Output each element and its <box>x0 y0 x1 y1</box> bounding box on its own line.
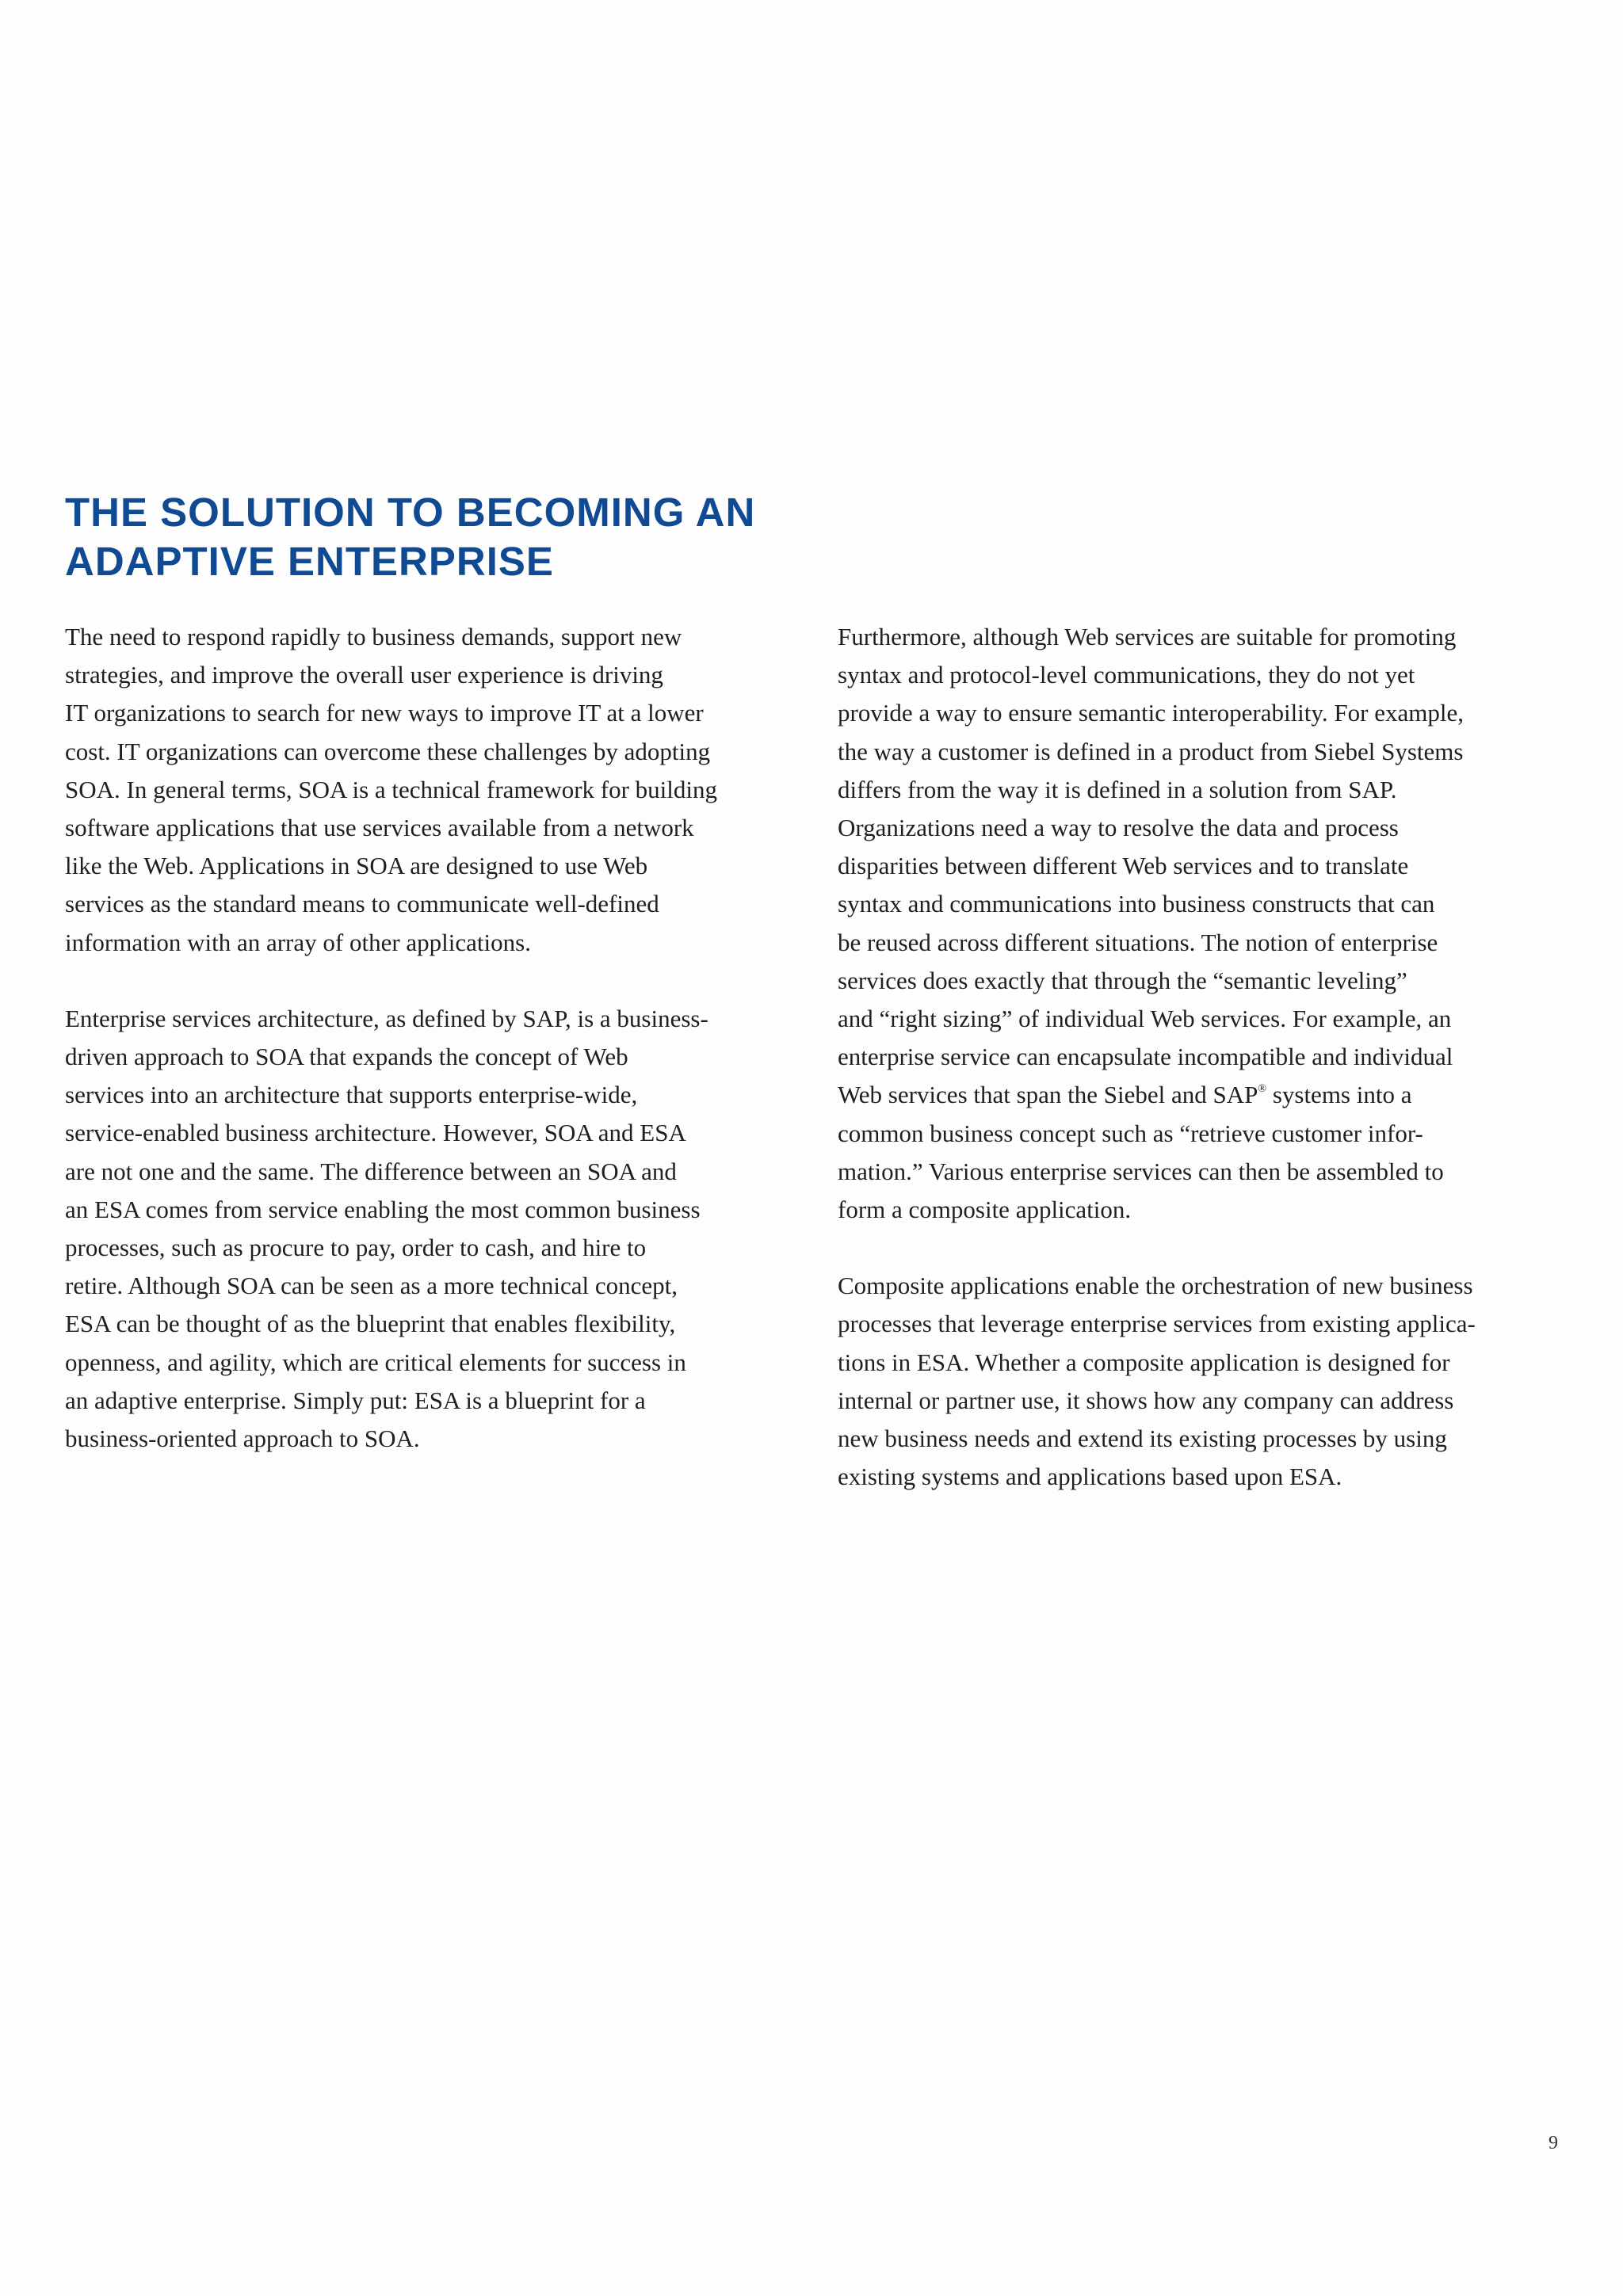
text-line: and “right sizing” of individual Web services. For example, an <box>838 1005 1452 1033</box>
text-line: services as the standard means to communicate well-defined <box>65 890 659 918</box>
text-line: IT organizations to search for new ways to improve IT at a lower <box>65 699 704 727</box>
text-line: business-oriented approach to SOA. <box>65 1425 420 1453</box>
text-line: the way a customer is defined in a product from Siebel Systems <box>838 737 1464 765</box>
text-line: syntax and communications into business constructs that can <box>838 890 1435 918</box>
paragraph-composite-applications <box>838 1267 1598 1496</box>
text-line: software applications that use services available from a network <box>65 814 694 842</box>
text-line: Organizations need a way to resolve the data and process <box>838 814 1399 842</box>
paragraph-esa-definition <box>65 1000 826 1458</box>
text-line: processes, such as procure to pay, order to cash, and hire to <box>65 1234 647 1262</box>
text-line: mation.” Various enterprise services can then be assembled to <box>838 1157 1444 1185</box>
text-line: cost. IT organizations can overcome these challenges by adopting <box>65 737 711 765</box>
text-line: existing systems and applications based upon ESA. <box>838 1463 1342 1491</box>
paragraph-intro <box>65 618 826 962</box>
text-line: services does exactly that through the “semantic leveling” <box>838 966 1407 994</box>
text-line: The need to respond rapidly to business demands, support new <box>65 623 682 650</box>
text-line: an adaptive enterprise. Simply put: ESA is a blueprint for a <box>65 1386 646 1414</box>
text-line: strategies, and improve the overall user experience is driving <box>65 661 663 689</box>
text-line: common business concept such as “retrieve customer infor- <box>838 1119 1423 1147</box>
text-line: tions in ESA. Whether a composite application is designed for <box>838 1348 1450 1376</box>
text-segment: Web services that span the Siebel and SAP <box>838 1081 1258 1109</box>
text-line: service-enabled business architecture. However, SOA and ESA <box>65 1119 686 1147</box>
text-line: information with an array of other applications. <box>65 928 531 956</box>
text-line: syntax and protocol-level communications, they do not yet <box>838 661 1415 689</box>
heading-line: ADAPTIVE ENTERPRISE <box>65 539 554 584</box>
text-line: services into an architecture that supports enterprise-wide, <box>65 1081 638 1109</box>
text-line: Composite applications enable the orchestration of new business <box>838 1272 1473 1300</box>
text-line: Enterprise services architecture, as defined by SAP, is a business- <box>65 1004 708 1032</box>
text-line: openness, and agility, which are critical elements for success in <box>65 1348 686 1376</box>
left-column <box>65 618 826 1496</box>
text-line: driven approach to SOA that expands the concept of Web <box>65 1043 628 1071</box>
text-line: form a composite application. <box>838 1196 1132 1224</box>
text-line: enterprise service can encapsulate incompatible and individual <box>838 1043 1453 1071</box>
text-line: provide a way to ensure semantic interoperability. For example, <box>838 699 1464 727</box>
text-line: ESA can be thought of as the blueprint that enables flexibility, <box>65 1310 676 1338</box>
text-line: differs from the way it is defined in a solution from SAP. <box>838 775 1397 803</box>
paragraph-semantic-interoperability <box>838 618 1598 1229</box>
text-segment: systems into a <box>1266 1081 1412 1109</box>
right-column <box>838 618 1598 1534</box>
registered-trademark-mark: ® <box>1258 1083 1267 1096</box>
text-line: like the Web. Applications in SOA are designed to use Web <box>65 852 648 880</box>
text-line: are not one and the same. The difference between an SOA and <box>65 1157 677 1185</box>
text-line: internal or partner use, it shows how any company can address <box>838 1386 1454 1414</box>
page-number: 9 <box>1549 2133 1558 2153</box>
text-line: new business needs and extend its existing processes by using <box>838 1425 1447 1453</box>
text-line-with-trademark <box>838 1076 1598 1114</box>
text-line: an ESA comes from service enabling the most common business <box>65 1195 701 1223</box>
text-line: disparities between different Web services and to translate <box>838 852 1409 880</box>
text-line: retire. Although SOA can be seen as a more technical concept, <box>65 1272 678 1300</box>
text-line: processes that leverage enterprise services from existing applica- <box>838 1310 1476 1338</box>
heading-line: THE SOLUTION TO BECOMING AN <box>65 490 756 535</box>
section-heading <box>65 488 921 586</box>
text-line: SOA. In general terms, SOA is a technical framework for building <box>65 775 718 803</box>
text-line: be reused across different situations. The notion of enterprise <box>838 928 1438 956</box>
text-line: Furthermore, although Web services are suitable for promoting <box>838 623 1457 650</box>
